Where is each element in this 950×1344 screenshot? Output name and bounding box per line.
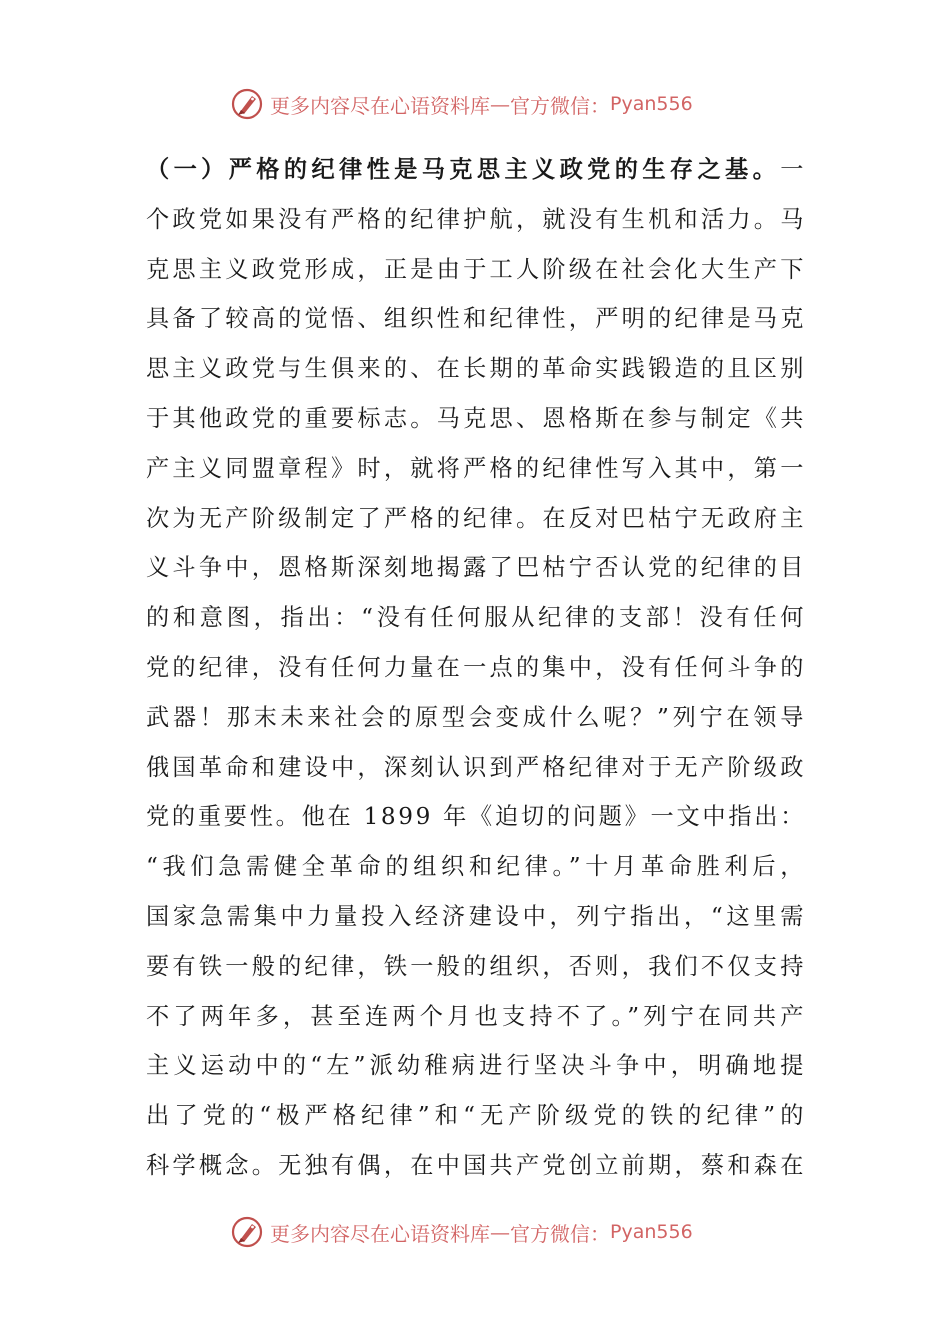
heading-trailing-text: 一 [780,156,806,183]
paragraph-line: “我们急需健全革命的组织和纪律。”十月革命胜利后， [146,853,806,881]
watermark-dash: — [490,1220,510,1244]
section-heading: （一）严格的纪律性是马克思主义政党的生存之基。 [146,156,781,183]
paragraph-line: 的和意图，指出：“没有任何服从纪律的支部！没有任何 [146,604,806,632]
paragraph-line: 国家急需集中力量投入经济建设中，列宁指出，“这里需 [146,902,806,930]
watermark-contact-label: 官方微信： [510,93,610,118]
watermark-contact-id: Pyan556 [610,93,693,115]
pen-nib-logo-icon [230,1215,264,1249]
watermark-dash: — [490,92,510,116]
paragraph-line: 俄国革命和建设中，深刻认识到严格纪律对于无产阶级政 [146,753,806,781]
watermark-contact-id: Pyan556 [610,1221,693,1243]
paragraph-line: 不了两年多，甚至连两个月也支持不了。”列宁在同共产 [146,1002,806,1030]
paragraph-line: 思主义政党与生俱来的、在长期的革命实践锻造的且区别 [146,355,806,383]
paragraph-line: 具备了较高的觉悟、组织性和纪律性，严明的纪律是马克 [146,305,806,333]
paragraph-line: 义斗争中，恩格斯深刻地揭露了巴枯宁否认党的纪律的目 [146,554,806,582]
header-watermark [230,84,693,124]
paragraph-line: 出了党的“极严格纪律”和“无产阶级党的铁的纪律”的 [146,1102,806,1130]
watermark-text: 更多内容尽在心语资料库 [270,93,490,118]
paragraph-line: 党的纪律，没有任何力量在一点的集中，没有任何斗争的 [146,653,806,681]
paragraph-line: 于其他政党的重要标志。马克思、恩格斯在参与制定《共 [146,404,806,432]
paragraph-line: 武器！那末未来社会的原型会变成什么呢？”列宁在领导 [146,703,806,731]
pen-nib-logo-icon [230,87,264,121]
watermark-text: 更多内容尽在心语资料库 [270,1221,490,1246]
footer-watermark [230,1212,693,1252]
paragraph-line: 科学概念。无独有偶，在中国共产党创立前期，蔡和森在 [146,1151,806,1179]
paragraph-line: 要有铁一般的纪律，铁一般的组织，否则，我们不仅支持 [146,952,806,980]
paragraph-line: 主义运动中的“左”派幼稚病进行坚决斗争中，明确地提 [146,1052,806,1080]
paragraph-line: 个政党如果没有严格的纪律护航，就没有生机和活力。马 [146,205,806,233]
paragraph-line: 次为无产阶级制定了严格的纪律。在反对巴枯宁无政府主 [146,504,806,532]
paragraph-line: 党的重要性。他在 1899 年《迫切的问题》一文中指出： [146,803,806,831]
paragraph-line [146,145,806,195]
paragraph-line: 产主义同盟章程》时，就将严格的纪律性写入其中，第一 [146,454,806,482]
watermark-contact-label: 官方微信： [510,1221,610,1246]
body-paragraph [146,145,806,1191]
paragraph-line: 克思主义政党形成，正是由于工人阶级在社会化大生产下 [146,255,806,283]
